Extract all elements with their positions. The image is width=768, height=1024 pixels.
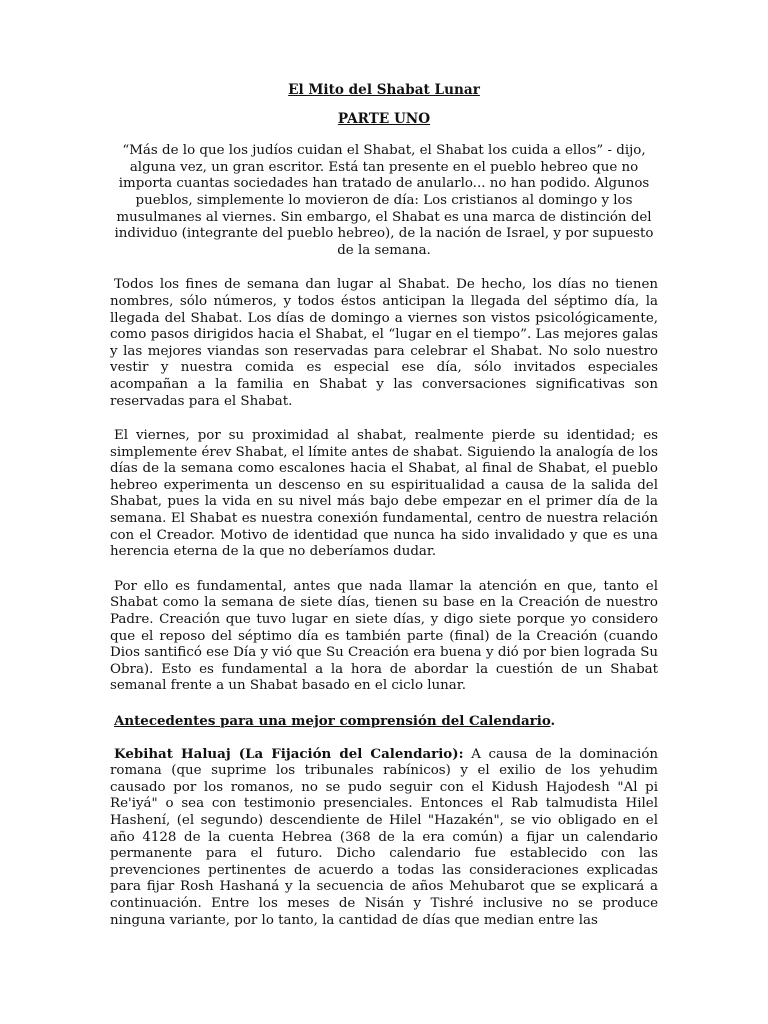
- paragraph-weekend: Todos los fines de semana dan lugar al Shabat. De hecho, los días no tienen nombres, sólo números, y todos éstos anticipan la llegada del séptimo día, la llegada del Shabat. Los días de domingo a viernes son vistos psicológicamente, como pasos dirigidos hacia el Shabat, el “lugar en el tiempo”. Las mejores galas y las mejores viandas son reservadas para celebrar el Shabat. No solo nuestro vestir y nuestra comida es especial ese día, sólo invitados especiales acompañan a la familia en Shabat y las conversaciones significativas son reservadas para el Shabat.: [110, 277, 658, 409]
- section-heading-period: .: [550, 713, 556, 729]
- paragraph-calendar-lead: Kebihat Haluaj (La Fijación del Calendario): [114, 745, 459, 762]
- section-heading-text: Antecedentes para una mejor comprensión del Calendario: [114, 713, 551, 729]
- paragraph-creation: Por ello es fundamental, antes que nada llamar la atención en que, tanto el Shabat como la semana de siete días, tienen su base en la Creación de nuestro Padre. Creación que tuvo lugar en siete días, y digo siete porque yo considero que el reposo del séptimo día es también parte (final) de la Creación (cuando Dios santificó ese Día y vió que Su Creación era buena y dió por bien lograda Su Obra). Esto es fundamental a la hora de abordar la cuestión de un Shabat semanal frente a un Shabat basado en el ciclo lunar.: [110, 578, 658, 694]
- document-page: [110, 82, 658, 947]
- paragraph-calendar-body: A causa de la dominación romana (que suprime los tribunales rabínicos) y el exilio de los yehudim causado por los romanos, no se pudo seguir con el Kidush Hajodesh "Al pi Re'iyá" o sea con testimonio presenciales. Entonces el Rab talmudista Hilel Hashení, (el segundo) descendiente de Hilel "Hazakén", se vio obligado en el año 4128 de la cuenta Hebrea (368 de la era común) a fijar un calendario permanente para el futuro. Dicho calendario fue establecido con las prevenciones pertinentes de acuerdo a todas las consideraciones explicadas para fijar Rosh Hashaná y la secuencia de años Mehubarot que se explicará a continuación. Entre los meses de Nisán y Tishré inclusive no se produce ninguna variante, por lo tanto, la cantidad de días que median entre las: [110, 746, 658, 928]
- intro-paragraph: “Más de lo que los judíos cuidan el Shabat, el Shabat los cuida a ellos” - dijo, alguna vez, un gran escritor. Está tan presente en el pueblo hebreo que no importa cuantas sociedades han tratado de anularlo... no han podido. Algunos pueblos, simplemente lo movieron de día: Los cristianos al domingo y los musulmanes al viernes. Sin embargo, el Shabat es una marca de distinción del individuo (integrante del pueblo hebreo), de la nación de Israel, y por supuesto de la semana.: [114, 143, 654, 258]
- section-heading: [110, 713, 658, 730]
- paragraph-calendar-colon: :: [458, 745, 464, 762]
- document-title: El Mito del Shabat Lunar: [288, 82, 480, 98]
- part-heading: PARTE UNO: [337, 110, 431, 127]
- paragraph-calendar: [110, 746, 658, 930]
- paragraph-friday: El viernes, por su proximidad al shabat, realmente pierde su identidad; es simplemente érev Shabat, el límite antes de shabat. Siguiendo la analogía de los días de la semana como escalones hacia el Shabat, al final de Shabat, el pueblo hebreo experimenta un descenso en su espiritualidad a causa de la salida del Shabat, pues la vida en su nivel más bajo debe empezar en el primer día de la semana. El Shabat es nuestra conexión fundamental, centro de nuestra relación con el Creador. Motivo de identidad que nunca ha sido invalidado y que es una herencia eterna de la que no deberíamos dudar.: [110, 428, 658, 560]
